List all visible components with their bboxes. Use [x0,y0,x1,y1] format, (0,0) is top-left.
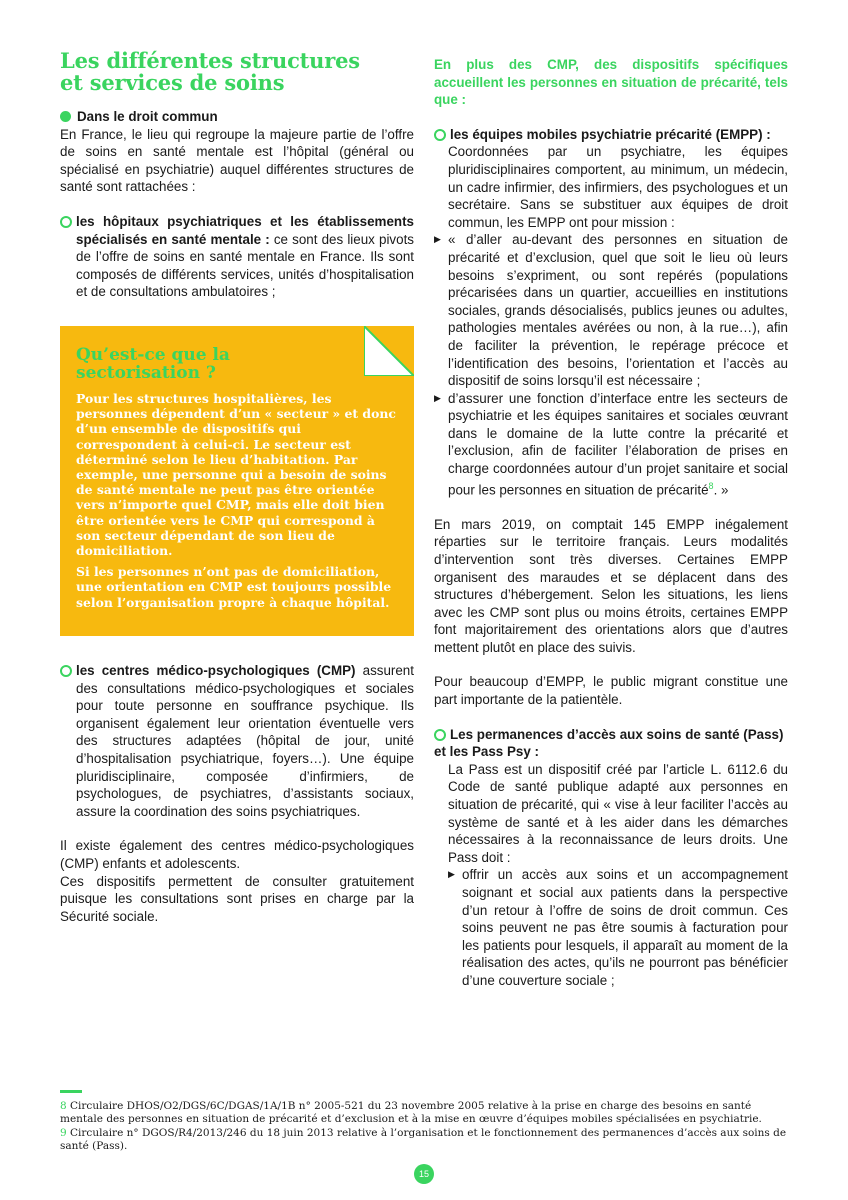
migrant-paragraph: Pour beaucoup d’EMPP, le public migrant constitue une part importante de la patientèle. [434,674,788,708]
footnote-ref: 8 [708,480,714,491]
arrow-bullet-icon: ▶ [434,234,441,245]
arrow-bullet-icon: ▶ [434,392,441,403]
page-corner-icon [364,326,414,376]
ring-bullet-icon [434,129,446,141]
list-item-cmp: les centres médico-psychologiques (CMP) assurent des consultations médico-psychologiques et sociales pour toute personne en souffrance psychique. Ils organisent également leur orientation éventuelle vers des structures adaptées (hôpital de jour, unité d’hospitalisation psychiatrique, foyers…). Une équipe pluridisciplinaire, composée d’infirmiers, de psychologues, de psychiatres, d’assistants sociaux, assure la coordination des soins psychiatriques. [60,662,414,820]
box-text: Pour les structures hospitalières, les personnes dépendent d’un « secteur » et donc d’un ensemble de dispositifs qui correspondent à celui-ci. Le secteur est déterminé selon le lieu d’habitation. Par exemple, une personne qui a besoin de soins de santé mentale ne peut pas être orientée vers n’importe quel CMP, mais elle doit bien être orientée vers le CMP qui correspond à son secteur dépendant de son lieu de domiciliation. Si les personnes n’ont pas de domiciliation, une orientation en CMP est toujours possible selon l’organisation propre à chaque hôpital. [76,391,396,610]
sectorisation-box [60,326,414,636]
page-number: 15 [414,1164,434,1184]
list-item-empp: les équipes mobiles psychiatrie précarité (EMPP) : [434,126,788,144]
page-title: Les différentes structures et services de soins [60,48,360,95]
arrow-bullet-icon: ▶ [448,869,455,880]
empp-text: Coordonnées par un psychiatre, les équipes pluridisciplinaires comportent, au minimum, un médecin, un cadre infirmier, des infirmiers, des psychologues et un secrétaire. Sans se substituer aux équipes de droit commun, les EMPP ont pour mission : [448,144,788,230]
mars-2019-paragraph: En mars 2019, on comptait 145 EMPP inégalement réparties sur le territoire français. Leurs modalités d’intervention sont très diverses. Certaines EMPP organisent des maraudes et se déplacent dans des structures d’hébergement. Selon les situations, les liens avec les CMP sont plus ou moins étroits, certaines EMPP font majoritairement des orientations alors que d’autres mettent plutôt en place des suivis. [434,516,788,655]
right-column: En plus des CMP, des dispositifs spécifiques accueillent les personnes en situation de précarité, tels que : les équipes mobiles psychiatrie précarité (EMPP) : Coordonnées par un psychiatre, les équipes pluridisciplinaires comportent, au minimum, un médecin, un cadre infirmier, des infirmiers, des psychologues et un secrétaire. Sans se substituer aux équipes de droit commun, les EMPP ont pour mission : ▶ « d’aller au-devant des personnes en situation de précarité et d’exclusion, quel que soit le lieu où leurs besoins s’expriment, ou sont repérés (populations précarisées dans un quartier, accueillies en institutions sociales, grands désocialisés, publics jeunes ou adultes, pathologies mentales avérées ou non, à la rue…), afin de faciliter la prévention, le repérage précoce et l’identification des besoins, l’orientation et l’accès au dispositif de soins lorsqu’il est nécessaire ; ▶ d’assurer une fonction d’interface entre les secteurs de psychiatrie et les équipes sanitaires et sociales œuvrant dans le domaine de la lutte contre la précarité et l’exclusion, afin de faciliter l’élaboration de prises en charge coordonnées autour d’un projet sanitaire et social pour les personnes en situation de précarité$^8$. » En mars 2019, on comptait 145 EMPP inégalement réparties sur le territoire français. Leurs modalités d’intervention sont très diverses. Certaines EMPP organisent des maraudes et se déplacent dans des structures d’hébergement. Selon les situations, les liens avec les CMP sont plus ou moins étroits, certaines EMPP font majoritairement des orientations alors que d’autres mettent plutôt en place des suivis. Pour beaucoup d’EMPP, le public migrant constitue une part importante de la patientèle. Les permanences d’accès aux soins de santé (Pass) et les Pass Psy : La Pass est un dispositif créé par l’article L. 6112.6 du Code de santé publique adapté aux personnes en situation de précarité, qui « vise à leur faciliter l’accès au système de santé et à les aider dans les démarches nécessaires à la reconnaissance de leurs droits. Une Pass doit : ▶ offrir un accès aux soins et un accompagnement soignant et social aux patients dans la perspective d’un retour à l’offre de soins de droit commun. Ces soins peuvent ne pas être soumis à facturation pour les patients pour lesquels, il apparaît au moment de la réalisation des actes, qu’ils ne pourront pas bénéficier d’une couverture sociale ; [434,57,788,988]
footnotes [60,1100,790,1154]
left-column [60,50,414,301]
section-subhead: Dans le droit commun [60,108,414,126]
green-dot-icon [60,111,71,122]
list-item-pass: Les permanences d’accès aux soins de santé (Pass) [434,726,788,744]
pass-item: ▶ offrir un accès aux soins et un accompagnement soignant et social aux patients dans la perspective d’un retour à l’offre de soins de droit commun. Ces soins peuvent ne pas être soumis à facturation pour les patients pour lesquels, il apparaît au moment de la réalisation des actes, qu’ils ne pourront pas bénéficier d’une couverture sociale ; [448,867,788,988]
right-intro: En plus des CMP, des dispositifs spécifiques accueillent les personnes en situation de précarité, tels que : [434,57,788,108]
cmp-gratuit: Ces dispositifs permettent de consulter gratuitement puisque les consultations sont prises en charge par la Sécurité sociale. [60,873,414,924]
ring-bullet-icon [60,216,72,228]
ring-bullet-icon [60,665,72,677]
mission-item-1: ▶ « d’aller au-devant des personnes en situation de précarité et d’exclusion, quel que soit le lieu où leurs besoins s’expriment, ou sont repérés (populations précarisées dans un quartier, accueillies en institutions sociales, grands désocialisés, publics jeunes ou adultes, pathologies mentales avérées ou non, à la rue…), afin de faciliter la prévention, le repérage précoce et l’identification des besoins, l’orientation et l’accès au dispositif de soins lorsqu’il est nécessaire ; [434,232,788,389]
footnote-8: 8 Circulaire DHOS/O2/DGS/6C/DGAS/1A/1B n° 2005-521 du 23 novembre 2005 relative à la prise en charge des besoins en santé mentale des personnes en situation de précarité et d’exclusion et à la mise en œuvre d’équipes mobiles spécialisées en psychiatrie. [60,1100,762,1126]
ring-bullet-icon [434,729,446,741]
box-title: Qu’est-ce que la sectorisation ? [76,345,230,383]
left-column-lower [60,662,414,925]
intro-paragraph: En France, le lieu qui regroupe la majeure partie de l’offre de soins en santé mentale est l’hôpital (général ou spécialisé en psychiatrie) auquel différentes structures de santé sont rattachées : [60,126,414,195]
cmp-enfants: Il existe également des centres médico-psychologiques (CMP) enfants et adolescents. [60,838,414,871]
footnote-divider [60,1090,82,1093]
footnote-9: 9 Circulaire n° DGOS/R4/2013/246 du 18 juin 2013 relative à l’organisation et le fonctionnement des permanences d’accès aux soins de santé (Pass). [60,1126,787,1153]
pass-text: La Pass est un dispositif créé par l’article L. 6112.6 du Code de santé publique adapté aux personnes en situation de précarité, qui « vise à leur faciliter l’accès au système de santé et à les aider dans les démarches nécessaires à la reconnaissance de leurs droits. Une Pass doit : [448,761,788,865]
mission-item-2: ▶ d’assurer une fonction d’interface entre les secteurs de psychiatrie et les équipes sanitaires et sociales œuvrant dans le domaine de la lutte contre la précarité et l’exclusion, afin de faciliter l’élaboration de prises en charge coordonnées autour d’un projet sanitaire et social pour les personnes en situation de précarité$^8$. » [434,390,788,498]
list-item-hopitaux: les hôpitaux psychiatriques et les établissements spécialisés en santé mentale : ce sont des lieux pivots de l’offre de soins en santé mentale en France. Ils sont composés de différents services, unités d’hospitalisation et de consultations ambulatoires ; [60,213,414,301]
